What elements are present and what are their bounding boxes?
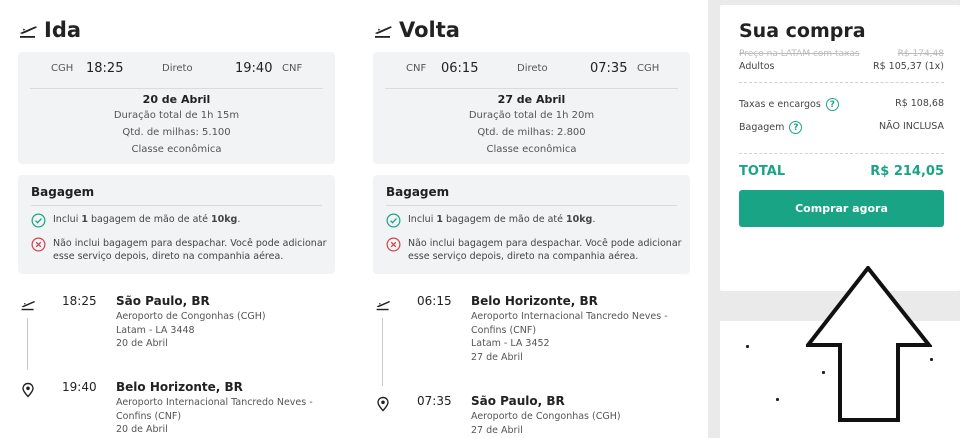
included-count: 1 [81, 214, 88, 225]
taxes-value: R$ 108,68 [895, 98, 944, 109]
segment-date: 20 de Abril [116, 338, 168, 349]
purchase-card [720, 5, 960, 291]
excluded-line: esse serviço depois, direto na companhia aérea. [53, 251, 284, 262]
baggage-title: Bagagem [386, 185, 450, 199]
segment-flight: Latam - LA 3448 [116, 324, 195, 336]
outbound-summary [18, 52, 335, 164]
return-title [373, 16, 460, 44]
excluded-line: Não inclui bagagem para despachar. Você pode adicionar [408, 238, 682, 249]
baggage-label: Bagagem [739, 122, 785, 133]
cabin-class: Classe econômica [131, 144, 222, 155]
segment-airport: Aeroporto de Congonhas (CGH) [116, 311, 266, 322]
latam-price-row [739, 49, 944, 59]
adults-row [739, 61, 944, 72]
segment-date: 20 de Abril [116, 424, 168, 435]
arrive-time: 07:35 [590, 61, 628, 76]
total-row [739, 164, 944, 179]
segment-city: São Paulo, BR [116, 294, 210, 308]
arrow-up-icon [806, 266, 932, 424]
timeline-line [27, 318, 28, 370]
segment-city: São Paulo, BR [471, 394, 565, 408]
speck [746, 345, 749, 348]
timeline-line [382, 318, 383, 386]
plane-departure-icon [375, 296, 391, 312]
segment-date: 27 de Abril [471, 351, 523, 363]
arrive-time: 19:40 [235, 61, 273, 76]
return-summary [373, 52, 690, 164]
included-text: Inclui [408, 214, 437, 225]
excluded-line: Não inclui bagagem para despachar. Você pode adicionar [53, 238, 327, 249]
baggage-box [373, 175, 690, 274]
dest-code: CNF [282, 63, 303, 74]
miles: Qtd. de milhas: 5.100 [122, 127, 231, 138]
included-text: bagagem de mão de até [443, 214, 566, 225]
included-weight: 10kg [565, 214, 593, 225]
flight-date: 27 de Abril [497, 93, 566, 106]
speck [776, 398, 779, 401]
speck [930, 358, 933, 361]
segment-airport-code: Confins (CNF) [471, 324, 537, 336]
included-text: . [237, 214, 241, 225]
dest-code: CGH [637, 63, 660, 74]
direct-label: Direto [517, 63, 548, 74]
x-circle-icon [31, 237, 46, 252]
segment-time: 18:25 [62, 294, 97, 308]
divider [385, 88, 678, 89]
outbound-title [18, 16, 81, 44]
segment-city: Belo Horizonte, BR [471, 294, 598, 308]
help-icon[interactable]: ? [789, 121, 802, 134]
speck [822, 371, 825, 374]
cabin-class: Classe econômica [486, 144, 577, 155]
latam-price-value: R$ 174,48 [897, 49, 944, 59]
segment-date: 27 de Abril [471, 424, 523, 436]
plane-departure-icon [373, 20, 393, 40]
segment-time: 19:40 [62, 380, 97, 394]
plane-departure-icon [20, 296, 36, 312]
flight-date: 20 de Abril [142, 93, 211, 106]
duration: Duração total de 1h 15m [113, 110, 240, 121]
baggage-title: Bagagem [31, 185, 95, 199]
location-pin-icon [20, 382, 36, 398]
included-weight: 10kg [210, 214, 238, 225]
help-icon[interactable]: ? [826, 98, 839, 111]
included-text: . [592, 214, 596, 225]
latam-price-label: Preço na LATAM com taxas [739, 49, 860, 59]
segment-airport: Aeroporto de Congonhas (CGH) [471, 411, 621, 422]
direct-label: Direto [162, 63, 193, 74]
divider [30, 88, 323, 89]
location-pin-icon [375, 396, 391, 412]
depart-time: 18:25 [86, 61, 124, 76]
segment-city: Belo Horizonte, BR [116, 380, 243, 394]
total-value: R$ 214,05 [870, 164, 944, 179]
duration: Duração total de 1h 20m [468, 110, 595, 121]
divider [31, 205, 322, 206]
return-title-text: Volta [399, 18, 460, 42]
x-circle-icon [386, 237, 401, 252]
divider [739, 153, 944, 154]
divider [739, 82, 944, 83]
segment-time: 07:35 [417, 394, 452, 408]
check-circle-icon [386, 213, 401, 228]
plane-departure-icon [18, 20, 38, 40]
buy-now-button[interactable]: Comprar agora [739, 190, 944, 227]
segment-airport-code: Confins (CNF) [116, 410, 182, 422]
included-count: 1 [436, 214, 443, 225]
taxes-label: Taxas e encargos [739, 99, 821, 110]
total-label: TOTAL [739, 164, 786, 179]
segment-airport: Aeroporto Internacional Tancredo Neves - [471, 311, 668, 322]
taxes-row [739, 98, 944, 111]
adults-label: Adultos [739, 61, 775, 72]
depart-time: 06:15 [441, 61, 479, 76]
segment-airport: Aeroporto Internacional Tancredo Neves - [116, 397, 313, 408]
check-circle-icon [31, 213, 46, 228]
divider [386, 205, 677, 206]
segment-time: 06:15 [417, 294, 452, 308]
segment-flight: Latam - LA 3452 [471, 338, 550, 349]
origin-code: CNF [406, 63, 427, 74]
included-text: Inclui [53, 214, 82, 225]
excluded-line: esse serviço depois, direto na companhia aérea. [408, 251, 639, 262]
included-text: bagagem de mão de até [88, 214, 211, 225]
baggage-box [18, 175, 335, 274]
origin-code: CGH [51, 63, 74, 74]
adults-value: R$ 105,37 (1x) [872, 61, 944, 72]
baggage-value: NÃO INCLUSA [879, 121, 944, 132]
miles: Qtd. de milhas: 2.800 [477, 127, 586, 138]
baggage-row [739, 121, 944, 134]
outbound-title-text: Ida [44, 18, 82, 42]
purchase-title: Sua compra [739, 20, 866, 42]
